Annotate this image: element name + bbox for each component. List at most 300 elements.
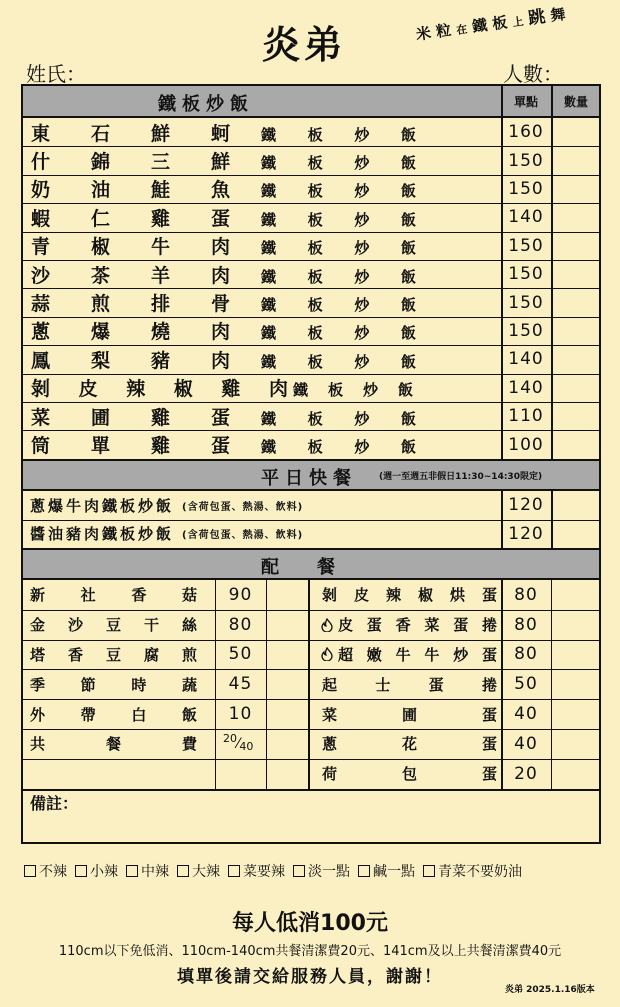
slogan-char: 在 [455, 22, 469, 38]
side-name-char: 牛 [424, 645, 440, 664]
flame-icon [320, 618, 334, 632]
side-name-char: 蛋 [428, 675, 444, 694]
side-name-char: 皮 [338, 616, 354, 635]
side-name-char: 沙 [68, 616, 84, 635]
remarks-label[interactable]: 備註： [30, 793, 79, 813]
name-label[interactable]: 姓氏： [26, 62, 86, 86]
side-name-char: 干 [144, 616, 160, 635]
quantity-field[interactable] [553, 206, 601, 228]
side-price: 90 [228, 584, 253, 605]
side-row[interactable] [310, 729, 599, 759]
checkbox-icon[interactable] [358, 865, 370, 877]
spice-options [24, 861, 522, 881]
side-name-char: 烘 [450, 586, 466, 605]
side-row[interactable] [23, 610, 308, 640]
checkbox-icon[interactable] [228, 865, 240, 877]
minimum-charge: 每人低消100元 [232, 911, 388, 936]
side-name-char: 炒 [453, 645, 469, 664]
dish-suffix-char: 飯 [401, 125, 417, 144]
quantity-field[interactable] [553, 762, 599, 786]
dish-suffix-char: 板 [307, 267, 323, 286]
dish-suffix-char: 炒 [354, 324, 370, 343]
option-light[interactable] [293, 861, 350, 881]
quantity-field[interactable] [553, 643, 599, 667]
dish-suffix-char: 板 [307, 182, 323, 201]
dish-price: 150 [508, 320, 544, 341]
fried-rice-row[interactable] [23, 260, 599, 288]
side-row[interactable] [310, 580, 599, 610]
side-price: 40 [514, 733, 538, 754]
quantity-field[interactable] [268, 583, 306, 607]
side-row[interactable] [23, 729, 308, 759]
dish-suffix-char: 飯 [401, 409, 417, 428]
fried-rice-row[interactable] [23, 203, 599, 231]
checkbox-icon[interactable] [177, 865, 189, 877]
option-label: 菜要辣 [243, 864, 285, 880]
dish-suffix-char: 板 [307, 409, 323, 428]
thanks-note: 填單後請交給服務人員，謝謝！ [177, 967, 443, 987]
slogan-char: 粒 [434, 21, 453, 41]
price-denominator: 40 [239, 740, 254, 754]
side-name-char: 士 [375, 675, 391, 694]
dish-suffix-char: 鐵 [261, 352, 277, 371]
fried-rice-row[interactable] [23, 175, 599, 203]
combo-price: 120 [508, 523, 544, 544]
option-spicy-veg[interactable] [228, 861, 285, 881]
dish-name-char: 燒 [151, 321, 171, 344]
side-name-char: 剝 [322, 586, 338, 605]
side-row[interactable] [310, 759, 599, 789]
dish-name-char: 蔥 [31, 321, 51, 344]
dish-name-char: 雞 [151, 207, 171, 230]
slogan-char: 跳 [527, 6, 547, 29]
dish-name-char: 奶 [31, 179, 51, 202]
dish-suffix-char: 炒 [354, 125, 370, 144]
dish-price: 150 [508, 264, 544, 285]
quantity-field[interactable] [268, 643, 306, 667]
side-price-fraction [223, 729, 253, 759]
slogan-char: 板 [491, 13, 509, 34]
dish-name-char: 肉 [211, 349, 231, 372]
side-name-char: 時 [131, 675, 147, 694]
dish-name-char: 肉 [269, 378, 289, 401]
dish-name-char: 蛋 [211, 207, 231, 230]
option-label: 大辣 [192, 864, 220, 880]
side-row[interactable] [310, 640, 599, 670]
dish-suffix-char: 飯 [401, 296, 417, 315]
side-price: 40 [514, 704, 538, 725]
quantity-field[interactable] [553, 405, 601, 427]
side-name-char: 菜 [322, 705, 338, 724]
dish-price: 150 [508, 292, 544, 313]
dish-suffix-char: 飯 [401, 267, 417, 286]
side-name-char: 嫩 [366, 645, 382, 664]
side-name-char: 煎 [182, 645, 198, 664]
combo-price: 120 [508, 495, 544, 516]
dish-name-char: 剝 [31, 378, 51, 401]
dish-name-char: 辣 [126, 378, 146, 401]
dish-suffix-char: 炒 [354, 154, 370, 173]
dish-name-char: 油 [91, 179, 111, 202]
side-price: 10 [228, 704, 253, 725]
option-label: 青菜不要奶油 [438, 864, 522, 880]
dish-name-char: 羊 [151, 264, 171, 287]
dish-name-char: 皮 [78, 378, 98, 401]
combo-label [30, 491, 303, 520]
side-name-char: 節 [80, 675, 96, 694]
dish-name-char: 圃 [91, 406, 111, 429]
dish-price: 110 [508, 406, 544, 427]
price-numerator: 20 [223, 732, 237, 746]
dish-suffix-char: 板 [307, 352, 323, 371]
dish-suffix-char: 炒 [354, 296, 370, 315]
side-price: 20 [514, 763, 538, 784]
side-name-char: 捲 [482, 616, 498, 635]
dish-name-char: 肉 [211, 236, 231, 259]
combo-name: 醬油豬肉鐵板炒飯 [30, 525, 175, 544]
dish-suffix-char: 鐵 [261, 125, 277, 144]
divider [551, 118, 553, 459]
combo-label [30, 520, 303, 549]
dish-name-char: 骨 [211, 293, 231, 316]
dish-price: 150 [508, 150, 544, 171]
side-name-char: 椒 [418, 586, 434, 605]
dish-price: 150 [508, 178, 544, 199]
combo-row[interactable] [23, 491, 599, 520]
side-name-char: 香 [68, 645, 84, 664]
fried-rice-title: 鐵板炒飯 [158, 94, 254, 115]
divider [501, 118, 503, 459]
option-label: 鹹一點 [373, 864, 415, 880]
option-label: 淡一點 [308, 864, 350, 880]
side-name-char: 香 [131, 586, 147, 605]
dish-price: 100 [508, 434, 544, 455]
dish-suffix-char: 飯 [398, 381, 414, 400]
side-row[interactable] [310, 699, 599, 729]
dish-name-char: 雞 [151, 406, 171, 429]
option-label: 不辣 [39, 864, 67, 880]
quantity-field[interactable] [553, 291, 601, 313]
slogan-char: 上 [511, 14, 525, 30]
option-salty[interactable] [358, 861, 415, 881]
dish-suffix-char: 飯 [401, 182, 417, 201]
side-name-char: 荷 [322, 765, 338, 784]
checkbox-icon[interactable] [24, 865, 36, 877]
dish-name-char: 青 [31, 236, 51, 259]
dish-name-char: 鳳 [31, 349, 51, 372]
dish-suffix-char: 飯 [401, 239, 417, 258]
dish-name-char: 筒 [31, 435, 51, 458]
dish-price: 150 [508, 235, 544, 256]
fraction-slash: ⁄ [237, 735, 240, 752]
fried-rice-row[interactable] [23, 374, 599, 402]
side-name-char: 圃 [402, 705, 418, 724]
dish-suffix-char: 飯 [401, 210, 417, 229]
dish-name-char: 茶 [91, 264, 111, 287]
combo-row[interactable] [23, 520, 599, 549]
dish-suffix-char: 炒 [354, 438, 370, 457]
checkbox-icon[interactable] [423, 865, 435, 877]
dish-name-char: 爆 [91, 321, 111, 344]
dish-name-char: 單 [91, 435, 111, 458]
side-name-char: 共 [30, 735, 46, 754]
dish-suffix-char: 炒 [354, 267, 370, 286]
weekday-title: 平日快餐 [261, 468, 357, 489]
dish-name-char: 三 [151, 151, 171, 174]
quantity-field[interactable] [553, 583, 599, 607]
row-divider [23, 789, 599, 791]
fried-rice-row[interactable] [23, 232, 599, 260]
side-name-char: 蛋 [366, 616, 382, 635]
dish-suffix-char: 飯 [401, 154, 417, 173]
combo-note: (含荷包蛋、熱湯、飲料) [182, 530, 304, 542]
divider [501, 491, 503, 548]
quantity-field[interactable] [553, 149, 601, 171]
fried-rice-row[interactable] [23, 317, 599, 345]
quantity-field[interactable] [553, 672, 599, 696]
side-name-char: 蛋 [482, 735, 498, 754]
dish-name-char: 蒜 [31, 293, 51, 316]
dish-suffix-char: 板 [328, 381, 344, 400]
side-name-char: 帶 [80, 705, 96, 724]
dish-suffix-char: 鐵 [261, 154, 277, 173]
combo-note: (含荷包蛋、熱湯、飲料) [182, 501, 304, 513]
quantity-field[interactable] [553, 433, 601, 455]
side-name-char: 蛋 [482, 586, 498, 605]
quantity-field[interactable] [553, 494, 601, 517]
dish-name-char: 肉 [211, 264, 231, 287]
dish-suffix-char: 鐵 [293, 381, 309, 400]
dish-price: 140 [508, 207, 544, 228]
side-name-char: 金 [30, 616, 46, 635]
side-name-char: 超 [338, 645, 354, 664]
option-hot[interactable] [177, 861, 220, 881]
side-name-char: 蛋 [482, 765, 498, 784]
dish-suffix-char: 飯 [401, 352, 417, 371]
quantity-field[interactable] [268, 732, 306, 756]
divider [551, 491, 553, 548]
dish-name-char: 鮮 [211, 151, 231, 174]
dish-suffix-char: 飯 [401, 438, 417, 457]
side-row[interactable] [23, 640, 308, 670]
dish-suffix-char: 板 [307, 125, 323, 144]
fried-rice-row[interactable] [23, 345, 599, 373]
quantity-field[interactable] [553, 377, 601, 399]
option-no-spicy[interactable] [24, 861, 67, 881]
restaurant-title: 炎弟 [262, 23, 347, 67]
dish-name-char: 牛 [151, 236, 171, 259]
side-name-char: 飯 [182, 705, 198, 724]
dish-suffix-char: 板 [307, 296, 323, 315]
dish-name-char: 蛋 [211, 406, 231, 429]
dish-name-char: 豬 [151, 349, 171, 372]
side-name-char: 蛋 [453, 616, 469, 635]
dish-suffix-char: 板 [307, 154, 323, 173]
side-price: 80 [514, 644, 538, 665]
combo-name: 蔥爆牛肉鐵板炒飯 [30, 496, 175, 515]
fried-rice-row[interactable] [23, 402, 599, 430]
dish-price: 160 [508, 122, 544, 143]
side-name-char: 香 [395, 616, 411, 635]
side-name-char: 腐 [144, 645, 160, 664]
dish-name-char: 石 [91, 122, 111, 145]
side-name-char: 絲 [182, 616, 198, 635]
quantity-field[interactable] [268, 672, 306, 696]
dish-name-char: 仁 [91, 207, 111, 230]
quantity-field[interactable] [553, 523, 601, 546]
side-name-char: 季 [30, 675, 46, 694]
side-name-char: 白 [131, 705, 147, 724]
dish-name-char: 排 [151, 293, 171, 316]
dish-suffix-char: 鐵 [261, 182, 277, 201]
dish-suffix-char: 鐵 [261, 210, 277, 229]
dish-name-char: 沙 [31, 264, 51, 287]
dish-suffix-char: 板 [307, 324, 323, 343]
quantity-field[interactable] [268, 702, 306, 726]
dish-suffix-char: 鐵 [261, 239, 277, 258]
side-price: 45 [228, 674, 253, 695]
dish-name-char: 蝦 [31, 207, 51, 230]
dish-name-char: 雞 [151, 435, 171, 458]
fried-rice-row[interactable] [23, 118, 599, 146]
side-price: 80 [514, 614, 538, 635]
col-price-header: 單點 [513, 94, 538, 109]
side-name-char: 捲 [482, 675, 498, 694]
weekday-note: (週一至週五非假日11:30~14:30限定) [379, 471, 543, 482]
sides-title: 配 餐 [261, 557, 345, 578]
dish-name-char: 什 [31, 151, 51, 174]
dish-suffix-char: 炒 [354, 210, 370, 229]
dish-suffix-char: 板 [307, 210, 323, 229]
side-name-char: 蛋 [482, 705, 498, 724]
side-name-char: 社 [80, 586, 96, 605]
side-row[interactable] [23, 669, 308, 699]
spicy-marker [320, 640, 336, 670]
dish-suffix-char: 炒 [354, 352, 370, 371]
fried-rice-row[interactable] [23, 146, 599, 174]
side-name-char: 包 [402, 765, 418, 784]
fried-rice-row[interactable] [23, 430, 599, 458]
flame-icon [320, 647, 334, 661]
people-label[interactable]: 人數： [503, 62, 563, 86]
dish-price: 140 [508, 349, 544, 370]
side-name-char: 餐 [106, 735, 122, 754]
option-no-butter[interactable] [423, 861, 522, 881]
side-name-char: 豆 [106, 616, 122, 635]
quantity-field[interactable] [553, 732, 599, 756]
option-mild[interactable] [75, 861, 118, 881]
option-label: 小辣 [90, 864, 118, 880]
side-name-char: 費 [182, 735, 198, 754]
side-price: 80 [514, 584, 538, 605]
dish-name-char: 鮭 [151, 179, 171, 202]
side-row[interactable] [23, 580, 308, 610]
side-name-char: 塔 [30, 645, 46, 664]
side-name-char: 牛 [395, 645, 411, 664]
side-row[interactable] [310, 669, 599, 699]
order-form [21, 84, 601, 844]
quantity-field[interactable] [553, 235, 601, 257]
option-label: 中辣 [141, 864, 169, 880]
dish-name-char: 蚵 [211, 122, 231, 145]
dish-name-char: 梨 [91, 349, 111, 372]
dish-suffix-char: 飯 [401, 324, 417, 343]
quantity-field[interactable] [268, 613, 306, 637]
quantity-field[interactable] [553, 178, 601, 200]
side-name-char: 起 [322, 675, 338, 694]
dish-name-char: 錦 [91, 151, 111, 174]
dish-suffix-char: 炒 [363, 381, 379, 400]
dish-name-char: 煎 [91, 293, 111, 316]
side-name-char: 菜 [424, 616, 440, 635]
dish-name-char: 菜 [31, 406, 51, 429]
quantity-field[interactable] [553, 263, 601, 285]
quantity-field[interactable] [553, 702, 599, 726]
side-row[interactable] [310, 610, 599, 640]
dish-name-char: 東 [31, 122, 51, 145]
side-price: 80 [228, 614, 253, 635]
side-name-char: 菇 [182, 586, 198, 605]
side-price: 50 [228, 644, 253, 665]
checkbox-icon[interactable] [75, 865, 87, 877]
dish-suffix-char: 鐵 [261, 438, 277, 457]
option-medium[interactable] [126, 861, 169, 881]
dish-name-char: 椒 [173, 378, 193, 401]
dish-name-char: 雞 [221, 378, 241, 401]
side-name-char: 皮 [354, 586, 370, 605]
dish-name-char: 魚 [211, 179, 231, 202]
slogan-char: 舞 [549, 4, 567, 25]
dish-suffix-char: 鐵 [261, 267, 277, 286]
side-name-char: 辣 [386, 586, 402, 605]
cleaning-fee-note: 110cm以下免低消、110cm-140cm共餐清潔費20元、141cm及以上共餐清潔費40元 [58, 944, 562, 959]
quantity-field[interactable] [553, 320, 601, 342]
slogan [414, 0, 567, 45]
checkbox-icon[interactable] [293, 865, 305, 877]
side-name-char: 新 [30, 586, 46, 605]
slogan-char: 米 [414, 23, 433, 44]
side-name-char: 豆 [106, 645, 122, 664]
quantity-field[interactable] [553, 121, 601, 143]
dish-suffix-char: 鐵 [261, 409, 277, 428]
quantity-field[interactable] [553, 348, 601, 370]
side-name-char: 花 [402, 735, 418, 754]
dish-suffix-char: 炒 [354, 239, 370, 258]
dish-suffix-char: 炒 [354, 409, 370, 428]
dish-name-char: 椒 [91, 236, 111, 259]
side-name-char: 外 [30, 705, 46, 724]
side-name-char: 蛋 [482, 645, 498, 664]
dish-price: 140 [508, 377, 544, 398]
fried-rice-row[interactable] [23, 288, 599, 316]
dish-name-char: 肉 [211, 321, 231, 344]
checkbox-icon[interactable] [126, 865, 138, 877]
dish-suffix-char: 板 [307, 239, 323, 258]
quantity-field[interactable] [553, 613, 599, 637]
col-qty-header: 數量 [563, 94, 588, 109]
dish-suffix-char: 板 [307, 438, 323, 457]
dish-name-char: 蛋 [211, 435, 231, 458]
dish-suffix-char: 炒 [354, 182, 370, 201]
slogan-char: 鐵 [471, 15, 489, 36]
side-name-char: 蔬 [182, 675, 198, 694]
side-row[interactable] [23, 699, 308, 729]
spicy-marker [320, 610, 336, 640]
side-name-char: 蔥 [322, 735, 338, 754]
dish-suffix-char: 鐵 [261, 296, 277, 315]
side-price: 50 [514, 674, 538, 695]
dish-name-char: 鮮 [151, 122, 171, 145]
